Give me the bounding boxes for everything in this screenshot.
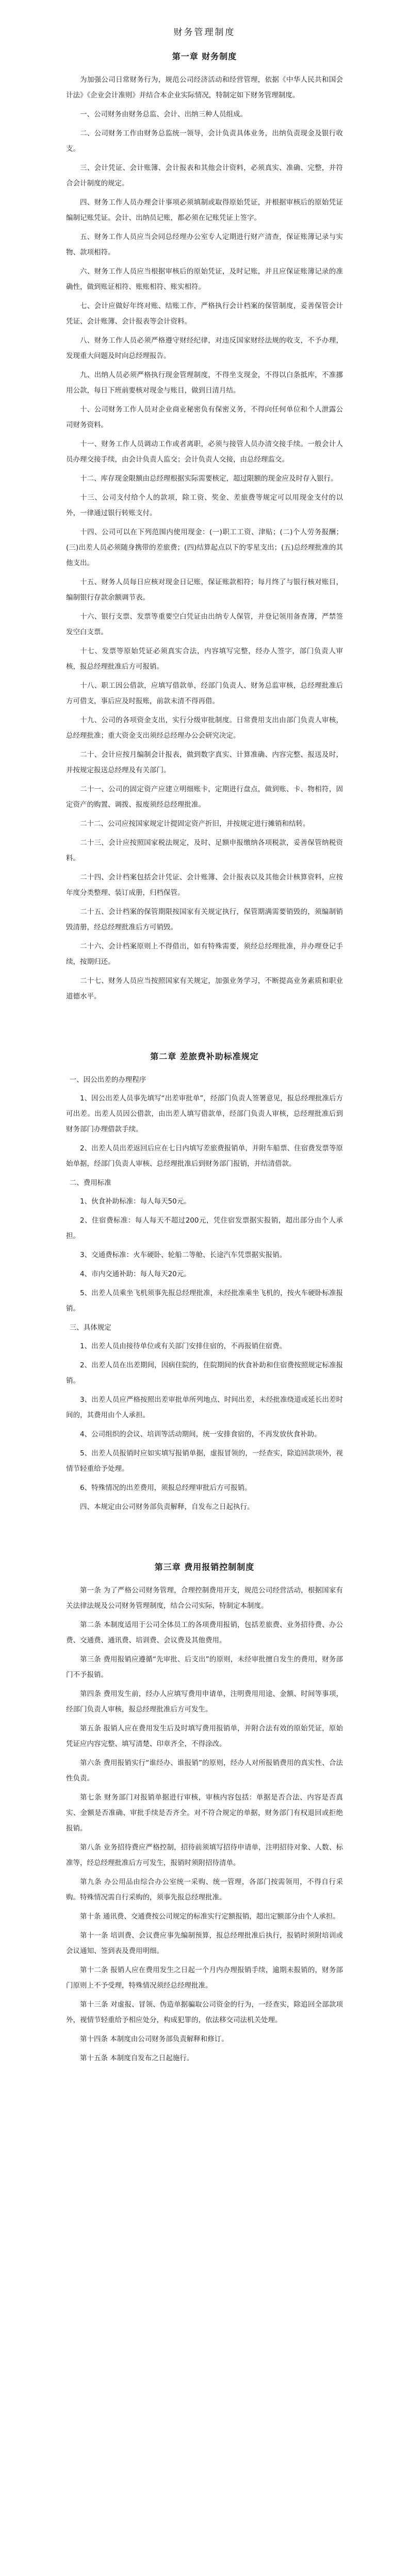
paragraph: 第十三条 对虚报、冒领、伪造单据骗取公司资金的行为，一经查实，除追回全部款项外，视情节轻重给予相应处分，构成犯罪的，依法移交司法机关处理。 [66, 2001, 343, 2024]
paragraph: 3、出差人员应严格按照出差审批单所列地点、时间出差，未经批准绕道或延长出差时间的，其费用由个人承担。 [66, 1396, 343, 1419]
paragraph: 3、交通费标准：火车硬卧、轮船二等舱、长途汽车凭票据实报销。 [80, 1251, 287, 1259]
paragraph: 5、出差人员乘坐飞机须事先报总经理批准，未经批准乘坐飞机的，按火车硬卧标准报销。 [66, 1289, 343, 1313]
paragraph: 十八、职工因公借款，应填写借款单，经部门负责人、财务总监审核，总经理批准后方可借支，事后应及时报账，前款未清不得再借。 [66, 682, 343, 705]
paragraph: 4、公司组织的会议、培训等活动期间，统一安排食宿的，不再发放伙食补助。 [80, 1430, 321, 1438]
paragraph: 四、本规定由公司财务部负责解释，自发布之日起执行。 [80, 1503, 254, 1511]
paragraph: 第八条 业务招待费应严格控制，招待前须填写招待申请单，注明招待对象、人数、标准等，经总经理批准后方可发生，报销时须附招待清单。 [66, 1843, 343, 1867]
paragraph: 五、财务工作人员应当会同总经理办公室专人定期进行财产清查，保证账簿记录与实物、款项相符。 [66, 233, 343, 257]
paragraph: 1、出差人员由接待单位或有关部门安排住宿的，不再报销住宿费。 [80, 1342, 287, 1350]
paragraph: 6、特殊情况的出差费用，须报总经理审批后方可报销。 [80, 1484, 252, 1492]
paragraph: 十一、财务工作人员调动工作或者离职，必须与接管人员办清交接手续。一般会计人员办理交接手续，由会计负责人监交；会计负责人交接，由总经理监交。 [66, 440, 343, 464]
paragraph: 二十二、公司应按国家规定计提固定资产折旧，并按规定进行摊销和结转。 [80, 820, 310, 828]
document-title: 财务管理制度 [173, 27, 236, 38]
paragraph: 第五条 报销人应在费用发生后及时填写费用报销单，并附合法有效的原始凭证，原始凭证应内容完整、填写清楚、印章齐全，不得涂改。 [66, 1724, 343, 1748]
paragraph: 二十六、会计档案原则上不得借出，如有特殊需要，须经总经理批准，并办理登记手续，按期归还。 [66, 942, 343, 966]
paragraph: 七、会计应做好年终对账、结账工作，严格执行会计档案的保管制度，妥善保管会计凭证、会计账簿、会计报表等会计资料。 [66, 302, 343, 326]
chapter-spacer [66, 1008, 343, 1039]
paragraph: 2、出差人员出差返回后应在七日内填写差旅费报销单，并附车船票、住宿费发票等原始单据，经部门负责人审核、总经理批准后到财务部门报销，并结清借款。 [66, 1144, 343, 1168]
chapter-section [66, 1008, 343, 1515]
paragraph: 二、公司财务工作由财务总监统一领导，会计负责具体业务，出纳负责现金及银行收支。 [66, 129, 343, 153]
paragraph: 二十五、会计档案的保管期限按国家有关规定执行，保管期满需要销毁的，须编制销毁清册，经总经理批准后方可销毁。 [66, 908, 343, 931]
paragraph: 第十二条 报销人应在费用发生之日起一个月内办理报销手续，逾期未报销的，财务部门原则上不予受理，特殊情况须经总经理批准。 [66, 1966, 343, 1990]
chapter-title: 第二章 差旅费补助标准规定 [150, 1052, 259, 1061]
paragraph: 第十四条 本制度由公司财务部负责解释和修订。 [80, 2035, 228, 2043]
paragraph: 二十一、公司的固定资产应建立明细账卡，定期进行盘点，做到账、卡、物相符，固定资产的购置、调拨、报废须经总经理批准。 [66, 785, 343, 809]
paragraph: 二十三、会计应按照国家税法规定，及时、足额申报缴纳各项税款，妥善保管纳税资料。 [66, 839, 343, 862]
paragraph: 第九条 办公用品由综合办公室统一采购、统一管理，各部门按需领用，不得自行采购。特殊情况需自行采购的，须事先报总经理批准。 [66, 1878, 343, 1902]
paragraph: 二十七、财务人员应当按照国家有关规定，加强业务学习，不断提高业务素质和职业道德水平。 [66, 977, 343, 1001]
paragraph: 十九、公司的各项资金支出，实行分级审批制度。日常费用支出由部门负责人审核，总经理批准；重大资金支出须经总经理办公会研究决定。 [66, 716, 343, 740]
paragraph: 九、出纳人员必须严格执行现金管理制度，不得坐支现金，不得以白条抵库，不准挪用公款，每日下班前要核对现金与账目，做到日清月结。 [66, 371, 343, 395]
section-heading: 一、因公出差的办理程序 [69, 1076, 146, 1084]
paragraph: 二十四、会计档案包括会计凭证、会计账簿、会计报表以及其他会计核算资料，应按年度分类整理、装订成册，归档保管。 [66, 873, 343, 897]
paragraph: 1、因公出差人员事先填写“出差审批单”，经部门负责人签署意见，报总经理批准后方可出差。出差人员因公借款，由出差人填写借款单，经部门负责人审核，总经理批准后到财务部门办理借款手续。 [66, 1094, 343, 1133]
paragraph: 十七、发票等原始凭证必须真实合法，内容填写完整，经办人签字，部门负责人审核，报总经理批准后方可报销。 [66, 647, 343, 671]
paragraph: 十、公司财务工作人员对企业商业秘密负有保密义务，不得向任何单位和个人泄露公司财务资料。 [66, 405, 343, 429]
paragraph: 第三条 费用报销应遵循“先审批、后支出”的原则，未经审批擅自发生的费用，财务部门不予报销。 [66, 1655, 343, 1679]
chapter-section [66, 1518, 343, 2066]
paragraph: 第七条 财务部门对报销单据进行审核，审核内容包括：单据是否合法、内容是否真实、金额是否准确、审批手续是否齐全。对不符合规定的单据，财务部门有权退回或拒绝报销。 [66, 1793, 343, 1833]
chapter-title: 第一章 财务制度 [172, 52, 237, 61]
section-heading: 二、费用标准 [69, 1179, 111, 1187]
section-heading: 三、具体规定 [69, 1324, 111, 1332]
paragraph: 第十一条 培训费、会议费应事先编制预算，报总经理批准后执行，报销时须附培训或会议通知、签到表及费用明细。 [66, 1931, 343, 1955]
paragraph: 十四、公司可以在下列范围内使用现金：(一)职工工资、津贴；(二)个人劳务报酬；(三)出差人员必须随身携带的差旅费；(四)结算起点以下的零星支出；(五)总经理批准的其他支出。 [66, 528, 343, 567]
chapter-spacer [66, 1518, 343, 1549]
paragraph: 三、会计凭证、会计账簿、会计报表和其他会计资料，必须真实、准确、完整，并符合会计制度的规定。 [66, 164, 343, 188]
paragraph: 十六、银行支票、发票等重要空白凭证由出纳专人保管，并登记领用备查簿，严禁签发空白支票。 [66, 613, 343, 636]
paragraph: 4、市内交通补助：每人每天20元。 [80, 1270, 191, 1278]
paragraph: 二十、会计应按月编制会计报表，做到数字真实、计算准确、内容完整、报送及时，并按规定报送总经理及有关部门。 [66, 751, 343, 774]
paragraph: 第四条 费用发生前，经办人应填写费用申请单，注明费用用途、金额、时间等事项，经部门负责人审核，报总经理批准后方可发生。 [66, 1690, 343, 1714]
paragraph: 第二条 本制度适用于公司全体员工的各项费用报销，包括差旅费、业务招待费、办公费、交通费、通讯费、培训费、会议费及其他费用。 [66, 1621, 343, 1645]
paragraph: 第一条 为了严格公司财务管理，合理控制费用开支，规范公司经营活动，根据国家有关法律法规及公司财务管理制度，结合公司实际，特制定本制度。 [66, 1586, 343, 1610]
chapter-section [66, 50, 343, 1004]
chapters-container [66, 50, 343, 2066]
paragraph: 第十条 通讯费、交通费按公司规定的标准实行定额报销，超出定额部分由个人承担。 [80, 1912, 340, 1921]
paragraph: 四、财务工作人员办理会计事项必须填制或取得原始凭证，并根据审核后的原始凭证编制记账凭证。会计、出纳员记账，都必须在记账凭证上签字。 [66, 198, 343, 222]
paragraph: 十二、库存现金限额由总经理根据实际需要核定，超过限额的现金应及时存入银行。 [80, 474, 338, 483]
paragraph: 5、出差人员报销时应如实填写报销单据，虚报冒领的，一经查实，除追回款项外，视情节轻重给予处理。 [66, 1449, 343, 1473]
paragraph: 第六条 费用报销实行“谁经办、谁报销”的原则，经办人对所报销费用的真实性、合法性负责。 [66, 1759, 343, 1783]
paragraph: 十三、公司支付给个人的款项，除工资、奖金、差旅费等规定可以用现金支付的以外，一律通过银行转账支付。 [66, 494, 343, 517]
paragraph: 1、伙食补助标准：每人每天50元。 [80, 1197, 191, 1206]
paragraph: 2、住宿费标准：每人每天不超过200元，凭住宿发票据实报销，超出部分由个人承担。 [66, 1216, 343, 1240]
paragraph: 六、财务工作人员应当根据审核后的原始凭证，及时记账，并且应保证账簿记录的准确性，做到账证相符、账账相符、账实相符。 [66, 267, 343, 291]
paragraph: 2、出差人员在出差期间，因病住院的，住院期间的伙食补助和住宿费按照规定标准报销。 [66, 1361, 343, 1385]
paragraph: 第十五条 本制度自发布之日起施行。 [80, 2054, 194, 2062]
paragraph: 一、公司财务由财务总监、会计、出纳三种人员组成。 [80, 110, 247, 118]
paragraph: 为加强公司日常财务行为，规范公司经济活动和经营管理，依据《中华人民共和国会计法》《企业会计准则》并结合本企业实际情况，特制定如下财务管理制度。 [66, 76, 343, 99]
paragraph: 八、财务工作人员必须严格遵守财经纪律，对违反国家财经法规的收支，不予办理，发现重大问题及时向总经理报告。 [66, 336, 343, 360]
paragraph: 十五、财务人员每日应核对现金日记账，保证账款相符；每月终了与银行核对账目，编制银行存款余额调节表。 [66, 578, 343, 602]
chapter-title: 第三章 费用报销控制制度 [154, 1562, 255, 1572]
